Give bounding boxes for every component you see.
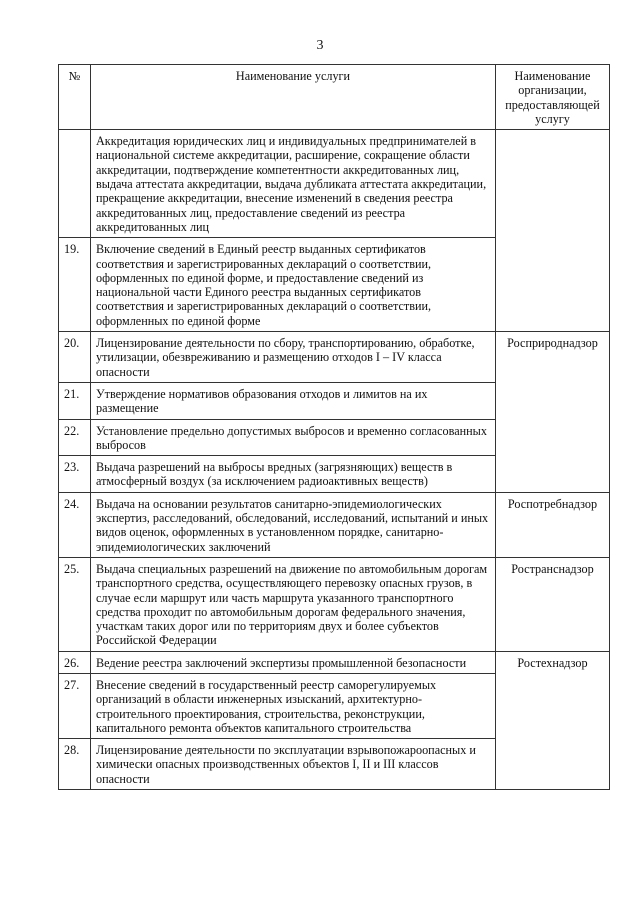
row-number: 26. [59, 651, 91, 673]
table-header-row [59, 65, 610, 130]
service-name: Аккредитация юридических лиц и индивидуальных предпринимателей в национальной системе аккредитации, расширение, сокращение области аккредитации, подтверждение компетентности аккредитованных лиц, выдача аттестата аккредитации, выдача дубликата аттестата аккредитации, прекращение аккредитации, внесение изменений в сведения реестра аккредитованных лиц, предоставление сведений из реестра аккредитованных лиц [91, 130, 496, 238]
organization-rospotrebnadzor: Роспотребнадзор [496, 492, 610, 557]
organization-rostransnadzor: Ространснадзор [496, 557, 610, 651]
service-name: Лицензирование деятельности по эксплуатации взрывопожароопасных и химически опасных производственных объектов I, II и III классов опасности [91, 739, 496, 790]
row-number: 27. [59, 673, 91, 738]
table-row [59, 651, 610, 673]
row-number: 24. [59, 492, 91, 557]
table-row [59, 492, 610, 557]
service-name: Лицензирование деятельности по сбору, транспортированию, обработке, утилизации, обезвреживанию и размещению отходов I – IV класса опасности [91, 332, 496, 383]
services-table [58, 64, 610, 790]
row-number [59, 130, 91, 238]
header-number: № [59, 65, 91, 130]
row-number: 22. [59, 419, 91, 456]
table-row [59, 557, 610, 651]
service-name: Внесение сведений в государственный реестр саморегулируемых организаций в области инженерных изысканий, архитектурно-строительного проектирования, строительства, реконструкции, капитального ремонта объектов капитального строительства [91, 673, 496, 738]
service-name: Включение сведений в Единый реестр выданных сертификатов соответствия и зарегистрированных деклараций о соответствии, оформленных по единой форме, и предоставление сведений из национальной части Единого реестра выданных сертификатов соответствия и зарегистрированных деклараций о соответствии, оформленных по единой форме [91, 238, 496, 332]
header-service-name: Наименование услуги [91, 65, 496, 130]
row-number: 23. [59, 456, 91, 493]
row-number: 25. [59, 557, 91, 651]
row-number: 28. [59, 739, 91, 790]
organization-blank [496, 130, 610, 332]
service-name: Выдача на основании результатов санитарно-эпидемиологических экспертиз, расследований, обследований, исследований, испытаний и иных видов оценок, оформленных в установленном порядке, санитарно-эпидемиологических заключений [91, 492, 496, 557]
organization-rosprirodnadzor: Росприроднадзор [496, 332, 610, 493]
row-number: 19. [59, 238, 91, 332]
service-name: Утверждение нормативов образования отходов и лимитов на их размещение [91, 382, 496, 419]
row-number: 20. [59, 332, 91, 383]
service-name: Ведение реестра заключений экспертизы промышленной безопасности [91, 651, 496, 673]
page-number: 3 [316, 38, 324, 53]
service-name: Выдача разрешений на выбросы вредных (загрязняющих) веществ в атмосферный воздух (за исключением радиоактивных веществ) [91, 456, 496, 493]
table-row [59, 332, 610, 383]
service-name: Установление предельно допустимых выбросов и временно согласованных выбросов [91, 419, 496, 456]
table-row [59, 130, 610, 238]
organization-rostekhnadzor: Ростехнадзор [496, 651, 610, 789]
row-number: 21. [59, 382, 91, 419]
service-name: Выдача специальных разрешений на движение по автомобильным дорогам транспортного средства, осуществляющего перевозку опасных грузов, в случае если маршрут или часть маршрута указанного транспортного средства проходит по автомобильным дорогам федерального значения, участкам таких дорог или по территориям двух и более субъектов Российской Федерации [91, 557, 496, 651]
header-organization: Наименование организации, предоставляющей услугу [496, 65, 610, 130]
